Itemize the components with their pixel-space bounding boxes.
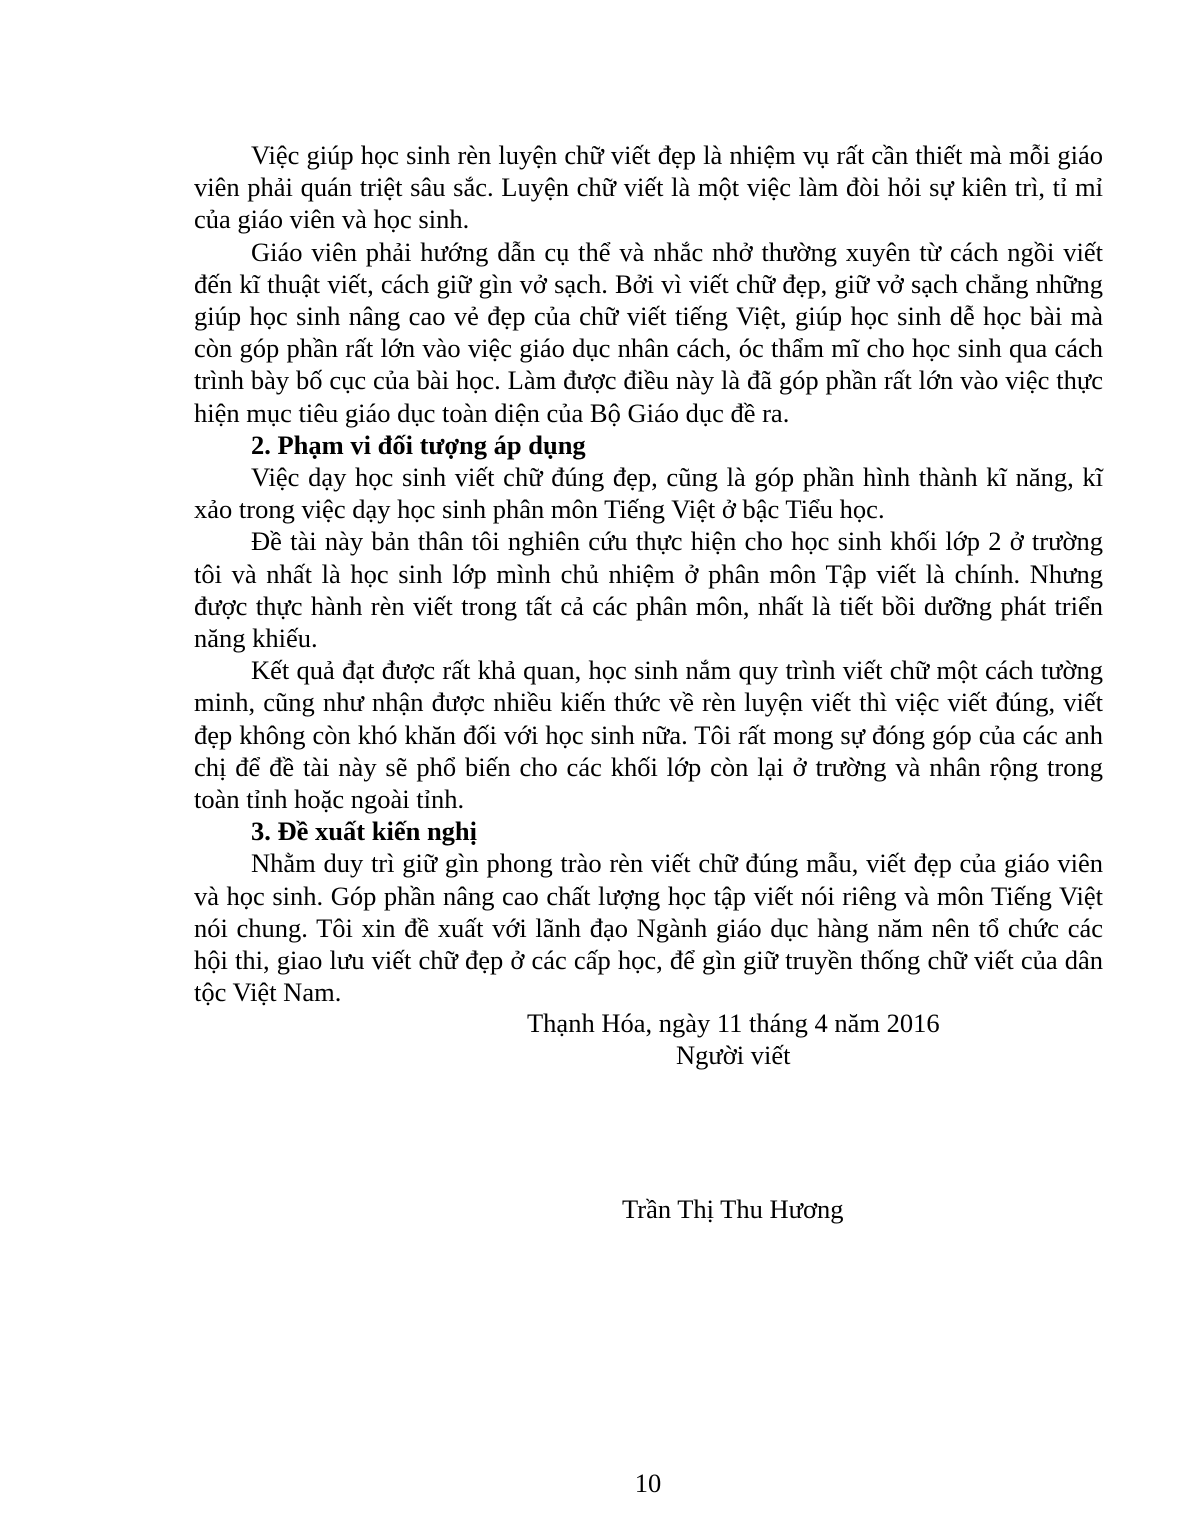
page-number <box>0 1467 1190 1499</box>
intro-paragraph-1: Việc giúp học sinh rèn luyện chữ viết đẹp là nhiệm vụ rất cần thiết mà mỗi giáo viên phải quán triệt sâu sắc. Luyện chữ viết là một việc làm đòi hỏi sự kiên trì, tỉ mỉ của giáo viên và học sinh. <box>194 140 1103 235</box>
section-3-paragraph-1: Nhằm duy trì giữ gìn phong trào rèn viết chữ đúng mẫu, viết đẹp của giáo viên và học sinh. Góp phần nâng cao chất lượng học tập viết nói riêng và môn Tiếng Việt nói chung. Tôi xin đề xuất với lãnh đạo Ngành giáo dục hàng năm nên tổ chức các hội thi, giao lưu viết chữ đẹp ở các cấp học, để gìn giữ truyền thống chữ viết của dân tộc Việt Nam. <box>194 848 1103 1008</box>
writer-label-text: Người viết <box>676 1040 791 1070</box>
section-2-paragraph-2: Đề tài này bản thân tôi nghiên cứu thực hiện cho học sinh khối lớp 2 ở trường tôi và nhất là học sinh lớp mình chủ nhiệm ở phân môn Tập viết là chính. Nhưng được thực hành rèn viết trong tất cả các phân môn, nhất là tiết bồi dưỡng phát triển năng khiếu. <box>194 526 1103 654</box>
section-2-paragraph-3: Kết quả đạt được rất khả quan, học sinh nắm quy trình viết chữ một cách tường minh, cũng như nhận được nhiều kiến thức về rèn luyện viết thì việc viết đúng, viết đẹp không còn khó khăn đối với học sinh nữa. Tôi rất mong sự đóng góp của các anh chị để đề tài này sẽ phổ biến cho các khối lớp còn lại ở trường và nhân rộng trong toàn tỉnh hoặc ngoài tỉnh. <box>194 655 1103 815</box>
section-3-heading: 3. Đề xuất kiến nghị <box>251 816 478 847</box>
section-2-heading: 2. Phạm vi đối tượng áp dụng <box>251 429 586 460</box>
place-date-text: Thạnh Hóa, ngày 11 tháng 4 năm 2016 <box>527 1008 940 1038</box>
section-2-paragraph-1: Việc dạy học sinh viết chữ đúng đẹp, cũng là góp phần hình thành kĩ năng, kĩ xảo trong việc dạy học sinh phân môn Tiếng Việt ở bậc Tiểu học. <box>194 462 1103 525</box>
document-body <box>194 139 1103 1008</box>
page-number-text: 10 <box>634 1468 662 1498</box>
writer-name-text: Trần Thị Thu Hương <box>622 1194 844 1224</box>
intro-paragraph-2: Giáo viên phải hướng dẫn cụ thể và nhắc nhở thường xuyên từ cách ngồi viết đến kĩ thuật viết, cách giữ gìn vở sạch. Bởi vì viết chữ đẹp, giữ vở sạch chẳng những giúp học sinh nâng cao vẻ đẹp của chữ viết tiếng Việt, giúp học sinh dễ học bài mà còn góp phần rất lớn vào việc giáo dục nhân cách, óc thẩm mĩ cho học sinh qua cách trình bày bố cục của bài học. Làm được điều này là đã góp phần rất lớn vào việc thực hiện mục tiêu giáo dục toàn diện của Bộ Giáo dục đề ra. <box>194 236 1103 428</box>
